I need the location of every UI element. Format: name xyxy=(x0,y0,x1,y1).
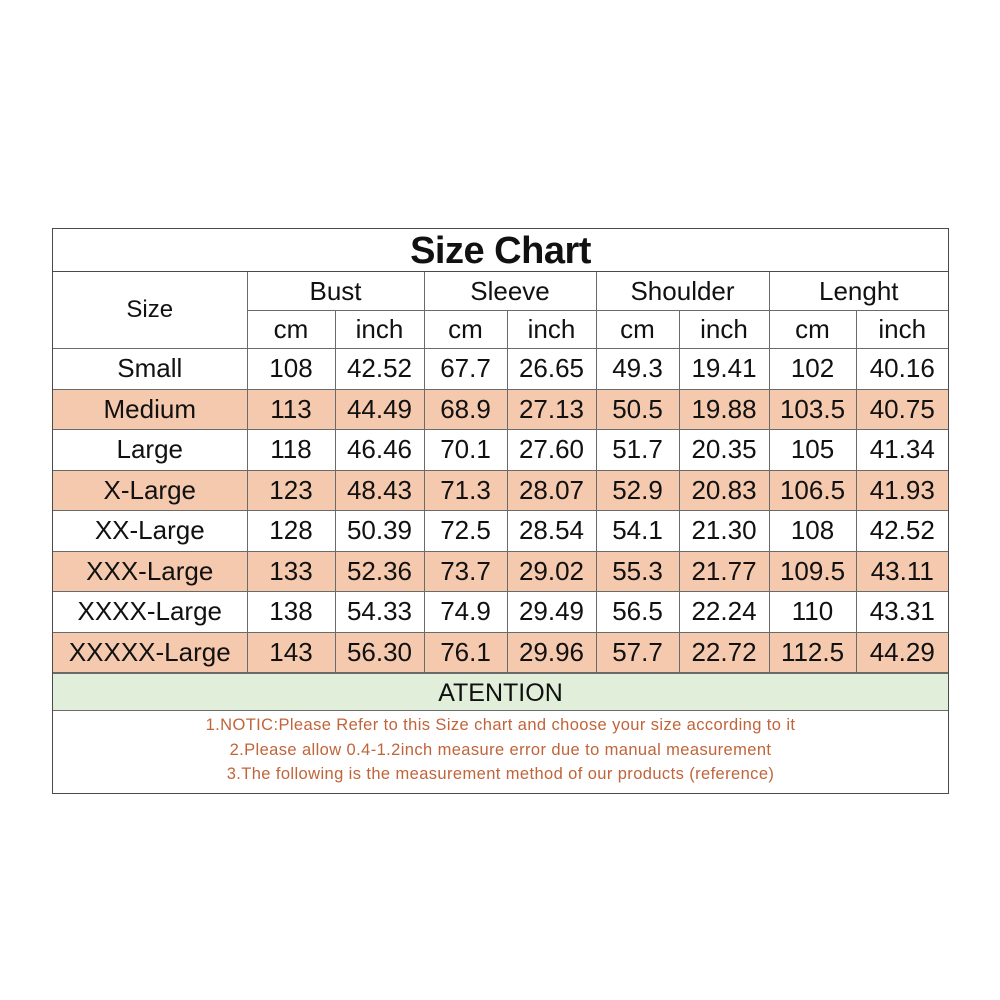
size-name-cell: XXX-Large xyxy=(53,551,247,592)
measurement-cell: 41.93 xyxy=(856,470,948,511)
note-line: 1.NOTIC:Please Refer to this Size chart and choose your size according to it xyxy=(205,716,796,734)
size-name-cell: X-Large xyxy=(53,470,247,511)
table-row xyxy=(53,430,948,471)
measurement-cell: 48.43 xyxy=(335,470,424,511)
unit-inch: inch xyxy=(856,311,948,349)
measurement-cell: 19.41 xyxy=(679,349,769,390)
size-name-cell: XXXXX-Large xyxy=(53,632,247,673)
measurement-cell: 118 xyxy=(247,430,335,471)
table-row xyxy=(53,551,948,592)
measurement-cell: 55.3 xyxy=(596,551,679,592)
unit-cm: cm xyxy=(424,311,507,349)
measurement-cell: 54.33 xyxy=(335,592,424,633)
measurement-cell: 50.5 xyxy=(596,389,679,430)
chart-title: Size Chart xyxy=(53,229,948,272)
measurement-cell: 76.1 xyxy=(424,632,507,673)
measurement-cell: 42.52 xyxy=(856,511,948,552)
measurement-cell: 70.1 xyxy=(424,430,507,471)
measurement-cell: 57.7 xyxy=(596,632,679,673)
measurement-cell: 42.52 xyxy=(335,349,424,390)
measurement-cell: 29.49 xyxy=(507,592,596,633)
measurement-cell: 21.77 xyxy=(679,551,769,592)
measurement-cell: 28.07 xyxy=(507,470,596,511)
measurement-cell: 43.11 xyxy=(856,551,948,592)
attention-banner: ATENTION xyxy=(53,673,948,711)
measurement-cell: 29.02 xyxy=(507,551,596,592)
measurement-cell: 28.54 xyxy=(507,511,596,552)
unit-inch: inch xyxy=(335,311,424,349)
unit-cm: cm xyxy=(596,311,679,349)
measurement-cell: 52.36 xyxy=(335,551,424,592)
table-row xyxy=(53,511,948,552)
measurement-cell: 106.5 xyxy=(769,470,856,511)
size-chart xyxy=(52,228,949,794)
size-rows xyxy=(53,349,948,673)
measurement-cell: 40.75 xyxy=(856,389,948,430)
measurement-cell: 73.7 xyxy=(424,551,507,592)
measurement-cell: 44.29 xyxy=(856,632,948,673)
measurement-cell: 67.7 xyxy=(424,349,507,390)
measurement-cell: 56.5 xyxy=(596,592,679,633)
size-name-cell: XX-Large xyxy=(53,511,247,552)
measurement-cell: 56.30 xyxy=(335,632,424,673)
measurement-cell: 22.24 xyxy=(679,592,769,633)
measurement-cell: 49.3 xyxy=(596,349,679,390)
measurement-cell: 26.65 xyxy=(507,349,596,390)
unit-inch: inch xyxy=(679,311,769,349)
measurement-cell: 102 xyxy=(769,349,856,390)
measurement-cell: 133 xyxy=(247,551,335,592)
table-row xyxy=(53,592,948,633)
note-line: 3.The following is the measurement method of our products (reference) xyxy=(226,765,775,783)
measurement-cell: 19.88 xyxy=(679,389,769,430)
table-row xyxy=(53,349,948,390)
measurement-cell: 41.34 xyxy=(856,430,948,471)
shoulder-header: Shoulder xyxy=(596,272,769,311)
measurement-cell: 50.39 xyxy=(335,511,424,552)
measurement-cell: 103.5 xyxy=(769,389,856,430)
measurement-cell: 52.9 xyxy=(596,470,679,511)
note-line: 2.Please allow 0.4-1.2inch measure error due to manual measurement xyxy=(229,740,772,759)
size-column-header: Size xyxy=(53,272,247,349)
measurement-cell: 109.5 xyxy=(769,551,856,592)
measurement-cell: 68.9 xyxy=(424,389,507,430)
table-row xyxy=(53,389,948,430)
size-table xyxy=(53,272,948,673)
measurement-cell: 71.3 xyxy=(424,470,507,511)
measurement-cell: 21.30 xyxy=(679,511,769,552)
measurement-cell: 51.7 xyxy=(596,430,679,471)
measurement-cell: 143 xyxy=(247,632,335,673)
measurement-cell: 27.13 xyxy=(507,389,596,430)
measurement-cell: 43.31 xyxy=(856,592,948,633)
unit-cm: cm xyxy=(769,311,856,349)
measurement-cell: 138 xyxy=(247,592,335,633)
measurement-cell: 27.60 xyxy=(507,430,596,471)
unit-inch: inch xyxy=(507,311,596,349)
measurement-cell: 74.9 xyxy=(424,592,507,633)
size-name-cell: Medium xyxy=(53,389,247,430)
measurement-cell: 108 xyxy=(247,349,335,390)
measurement-cell: 46.46 xyxy=(335,430,424,471)
measurement-cell: 108 xyxy=(769,511,856,552)
measurement-cell: 72.5 xyxy=(424,511,507,552)
measurement-cell: 20.83 xyxy=(679,470,769,511)
size-name-cell: Large xyxy=(53,430,247,471)
measurement-cell: 113 xyxy=(247,389,335,430)
size-name-cell: XXXX-Large xyxy=(53,592,247,633)
table-row xyxy=(53,470,948,511)
length-header: Lenght xyxy=(769,272,948,311)
measurement-cell: 123 xyxy=(247,470,335,511)
sleeve-header: Sleeve xyxy=(424,272,596,311)
measurement-cell: 110 xyxy=(769,592,856,633)
unit-cm: cm xyxy=(247,311,335,349)
measurement-cell: 20.35 xyxy=(679,430,769,471)
measurement-cell: 40.16 xyxy=(856,349,948,390)
measurement-cell: 54.1 xyxy=(596,511,679,552)
table-row xyxy=(53,632,948,673)
measurement-cell: 105 xyxy=(769,430,856,471)
measurement-cell: 112.5 xyxy=(769,632,856,673)
bust-header: Bust xyxy=(247,272,424,311)
measurement-cell: 22.72 xyxy=(679,632,769,673)
measurement-cell: 128 xyxy=(247,511,335,552)
size-name-cell: Small xyxy=(53,349,247,390)
header-row-groups xyxy=(53,272,948,311)
measurement-cell: 44.49 xyxy=(335,389,424,430)
notes xyxy=(53,711,948,793)
measurement-cell: 29.96 xyxy=(507,632,596,673)
